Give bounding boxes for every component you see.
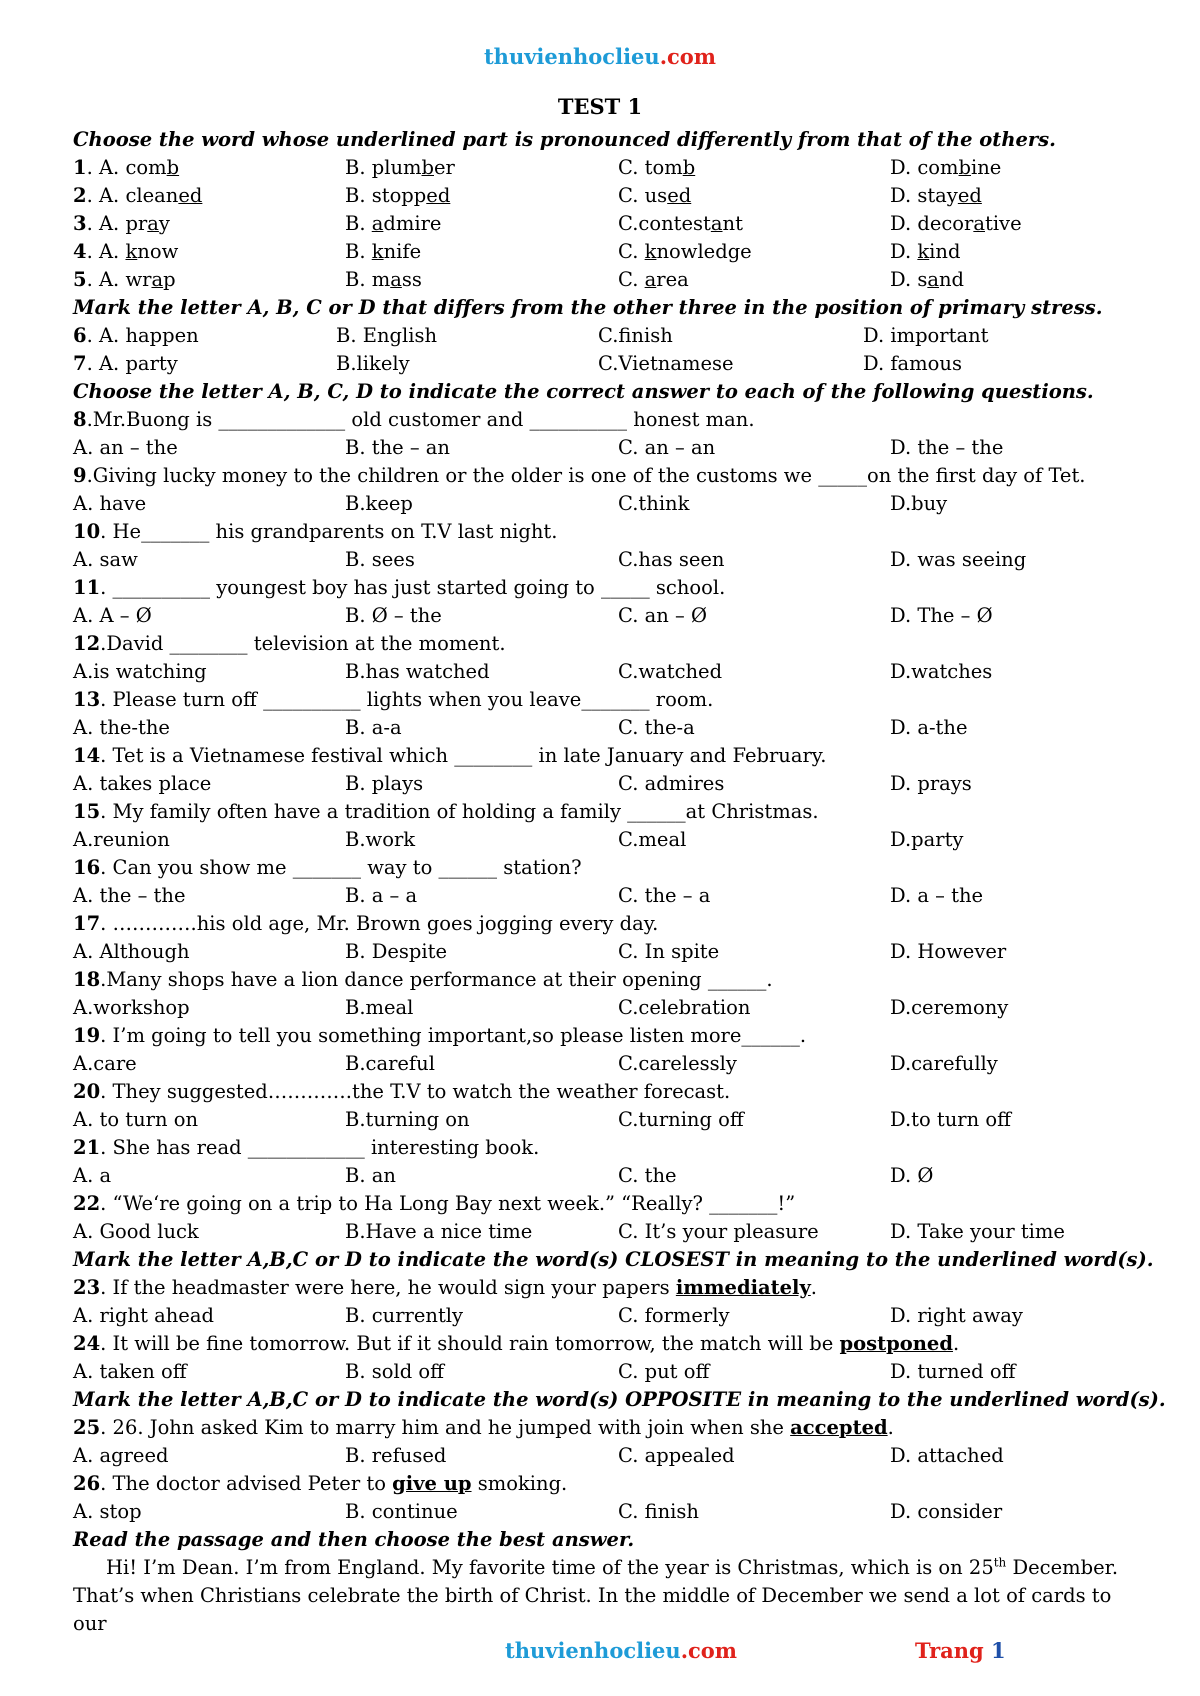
- question-11-stem: 11. __________ youngest boy has just started going to _____ school.: [73, 576, 726, 599]
- question-20-options: A. to turn on B.turning on C.turning off D.to turn off: [73, 1108, 1011, 1131]
- page-title: TEST 1: [557, 94, 643, 119]
- page-number: Trang 1: [915, 1638, 1006, 1663]
- question-19-stem: 19. I’m going to tell you something important,so please listen more______.: [73, 1024, 807, 1047]
- question-9-stem: 9.Giving lucky money to the children or the older is one of the customs we _____on the first day of Tet.: [73, 464, 1086, 487]
- question-26-options: A. stop B. continue C. finish D. consider: [73, 1500, 1003, 1523]
- question-11-options: A. A – Ø B. Ø – the C. an – Ø D. The – Ø: [73, 604, 993, 627]
- question-17-stem: 17. ………….his old age, Mr. Brown goes jogging every day.: [73, 912, 659, 935]
- question-26-stem: 26. The doctor advised Peter to give up smoking.: [73, 1472, 568, 1495]
- question-12-stem: 12.David ________ television at the moment.: [73, 632, 506, 655]
- question-8-stem: 8.Mr.Buong is _____________ old customer and __________ honest man.: [73, 408, 755, 431]
- question-24-stem: 24. It will be fine tomorrow. But if it should rain tomorrow, the match will be postponed.: [73, 1332, 960, 1355]
- question-2: 2. A. cleaned B. stopped C. used D. stayed: [73, 184, 982, 207]
- question-25-options: A. agreed B. refused C. appealed D. attached: [73, 1444, 1004, 1467]
- question-13-options: A. the-the B. a-a C. the-a D. a-the: [73, 716, 968, 739]
- instruction-stress: Mark the letter A, B, C or D that differs from the other three in the position of primary stress.: [73, 296, 1103, 319]
- question-14-stem: 14. Tet is a Vietnamese festival which ________ in late January and February.: [73, 744, 827, 767]
- question-23-stem: 23. If the headmaster were here, he would sign your papers immediately.: [73, 1276, 817, 1299]
- question-9-options: A. have B.keep C.think D.buy: [73, 492, 948, 515]
- question-24-options: A. taken off B. sold off C. put off D. turned off: [73, 1360, 1016, 1383]
- instruction-correct-answer: Choose the letter A, B, C, D to indicate the correct answer to each of the following questions.: [73, 380, 1094, 403]
- header-site: thuvienhoclieu.com: [483, 44, 717, 69]
- instruction-pronunciation: Choose the word whose underlined part is pronounced differently from that of the others.: [73, 128, 1056, 151]
- question-16-options: A. the – the B. a – a C. the – a D. a – the: [73, 884, 984, 907]
- question-13-stem: 13. Please turn off __________ lights when you leave_______ room.: [73, 688, 714, 711]
- question-10-options: A. saw B. sees C.has seen D. was seeing: [73, 548, 1027, 571]
- question-21-options: A. a B. an C. the D. Ø: [73, 1164, 934, 1187]
- question-16-stem: 16. Can you show me _______ way to ______ station?: [73, 856, 582, 879]
- question-18-options: A.workshop B.meal C.celebration D.ceremony: [73, 996, 1009, 1019]
- reading-passage: Hi! I’m Dean. I’m from England. My favorite time of the year is Christmas, which is on 25th December. That’s when Christians celebrate the birth of Christ. In the middle of December we send a lot of cards to our: [73, 1555, 1119, 1635]
- question-23-options: A. right ahead B. currently C. formerly D. right away: [73, 1304, 1023, 1327]
- question-12-options: A.is watching B.has watched C.watched D.watches: [73, 660, 993, 683]
- question-6: 6. A. happen B. English C.finish D. important: [73, 324, 989, 347]
- instruction-reading: Read the passage and then choose the best answer.: [73, 1528, 635, 1551]
- question-19-options: A.care B.careful C.carelessly D.carefully: [73, 1052, 998, 1075]
- question-21-stem: 21. She has read ____________ interesting book.: [73, 1136, 540, 1159]
- question-5: 5. A. wrap B. mass C. area D. sand: [73, 268, 965, 291]
- instruction-opposite: Mark the letter A,B,C or D to indicate the word(s) OPPOSITE in meaning to the underlined word(s).: [73, 1388, 1166, 1411]
- question-15-options: A.reunion B.work C.meal D.party: [73, 828, 964, 851]
- question-20-stem: 20. They suggested………….the T.V to watch the weather forecast.: [73, 1080, 731, 1103]
- question-list: [73, 406, 1143, 1246]
- question-17-options: A. Although B. Despite C. In spite D. However: [73, 940, 1007, 963]
- question-7: 7. A. party B.likely C.Vietnamese D. famous: [73, 352, 962, 375]
- question-3: 3. A. pray B. admire C.contestant D. decorative: [73, 212, 1022, 235]
- question-10-stem: 10. He_______ his grandparents on T.V last night.: [73, 520, 558, 543]
- question-8-options: A. an – the B. the – an C. an – an D. the – the: [73, 436, 1004, 459]
- question-22-options: A. Good luck B.Have a nice time C. It’s your pleasure D. Take your time: [73, 1220, 1065, 1243]
- question-25-stem: 25. 26. John asked Kim to marry him and he jumped with join when she accepted.: [73, 1416, 894, 1439]
- test-content: [73, 126, 1166, 1638]
- question-15-stem: 15. My family often have a tradition of holding a family ______at Christmas.: [73, 800, 819, 823]
- question-18-stem: 18.Many shops have a lion dance performance at their opening ______.: [73, 968, 773, 991]
- question-22-stem: 22. “We‘re going on a trip to Ha Long Bay next week.” “Really? _______!”: [73, 1192, 796, 1215]
- question-1: 1. A. comb B. plumber C. tomb D. combine: [73, 156, 1002, 179]
- question-4: 4. A. know B. knife C. knowledge D. kind: [73, 240, 961, 263]
- question-14-options: A. takes place B. plays C. admires D. prays: [73, 772, 972, 795]
- footer-site: thuvienhoclieu.com: [505, 1638, 738, 1663]
- instruction-closest: Mark the letter A,B,C or D to indicate the word(s) CLOSEST in meaning to the underlined word(s).: [73, 1248, 1154, 1271]
